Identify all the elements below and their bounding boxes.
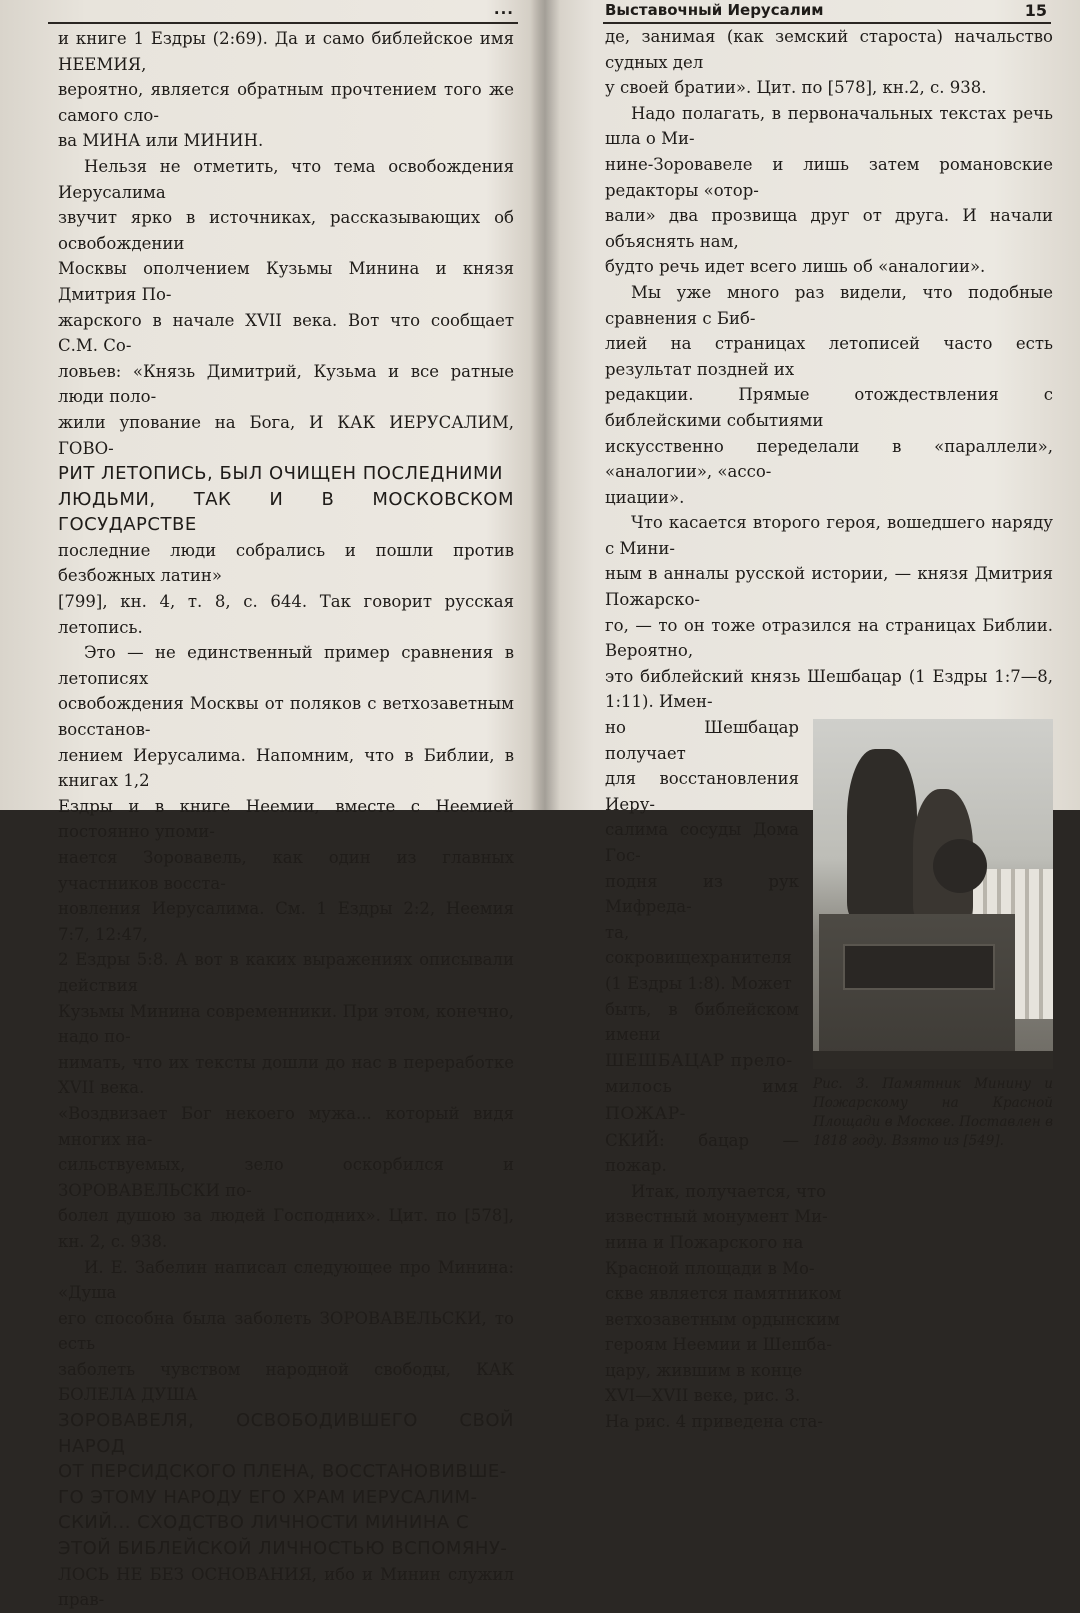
text-line: нине-Зоровавеле и лишь затем романовские редакторы «отор- [605,154,1053,200]
text-line: для восстановления Иеру- [605,769,799,814]
text-line: го, — то он тоже отразился на страницах Библии. Вероятно, [605,615,1053,661]
left-page [0,0,540,1610]
right-running-header [603,0,1051,24]
text-line: ЛОСЬ НЕ БЕЗ ОСНОВАНИЯ, ибо и Минин служил прав- [58,1564,514,1610]
header-title: Выставочный Иерусалим [605,1,824,19]
text-line: сильствуемых, зело оскорбился и ЗОРОВАВЕЛЬСКИ по- [58,1155,514,1200]
text-line: героям Неемии и Шешба- [605,1335,832,1355]
paragraph [58,640,514,1254]
text-line: ЭТОЙ БИБЛЕЙСКОЙ ЛИЧНОСТЬЮ ВСПОМЯНУ- [58,1538,508,1560]
text-line: милось имя ПОЖАР- [605,1077,799,1124]
text-line: Что касается второго героя, вошедшего наряду с Мини- [605,513,1053,558]
text-line: И. Е. Забелин написал следующее про Минина: «Душа [58,1257,514,1303]
paragraph [605,510,1053,715]
text-line: «Воздвизает Бог некоего мужа... который видя многих на- [58,1103,514,1149]
right-page-text [605,24,1053,1435]
photo-shield [933,839,987,893]
text-line: Это — не единственный пример сравнения в летописях [58,643,514,688]
left-running-header [48,0,518,24]
text-line: последние люди собрались и пошли против безбожных латин» [58,540,514,586]
text-line: новления Иерусалима. См. 1 Ездры 2:2, Неемия 7:7, 12:47, [58,899,514,944]
paragraph [58,1255,514,1613]
text-line: лией на страницах летописей часто есть результат поздней их [605,334,1053,379]
paragraph [605,24,1053,101]
text-line: жили упование на Бога, И КАК ИЕРУСАЛИМ, ГОВО- [58,412,514,458]
text-line: будто речь идет всего лишь об «аналогии». [605,257,986,277]
text-line: РИТ ЛЕТОПИСЬ, БЫЛ ОЧИЩЕН ПОСЛЕДНИМИ [58,463,503,485]
text-line: СКИЙ... СХОДСТВО ЛИЧНОСТИ МИНИНА С [58,1512,470,1534]
text-line: Москвы ополчением Кузьмы Минина и князя Дмитрия По- [58,259,514,304]
text-line: Мы уже много раз видели, что подобные сравнения с Биб- [605,282,1053,328]
figure-caption: Рис. 3. Памятник Минину и Пожарскому на Красной Площади в Москве. Поставлен в 1818 году. Взято из [549]. [813,1076,1053,1150]
text-line: де, занимая (как земский староста) начальство судных дел [605,27,1053,72]
paragraph [605,101,1053,280]
text-line: Красной площади в Мо- [605,1258,815,1278]
text-line: салима сосуды Дома Гос- [605,820,799,865]
text-line: жарского в начале XVII века. Вот что сообщает С.М. Со- [58,310,514,356]
text-line: нина и Пожарского на [605,1232,804,1252]
text-line: ловьев: «Князь Димитрий, Кузьма и все ратные люди поло- [58,361,514,407]
text-line: и книге 1 Ездры (2:69). Да и само библейское имя НЕЕМИЯ, [58,29,514,74]
text-line: Надо полагать, в первоначальных текстах речь шла о Ми- [605,103,1053,149]
text-line: ветхозаветным ордынским [605,1309,840,1329]
text-line: СКИЙ: бацар — пожар. [605,1130,799,1176]
text-line: Кузьмы Минина современники. При этом, конечно, надо по- [58,1001,514,1047]
text-line: ЛЮДЬМИ, ТАК И В МОСКОВСКОМ ГОСУДАРСТВЕ [58,488,514,536]
text-line: На рис. 4 приведена ста- [605,1412,823,1432]
text-line: лением Иерусалима. Напомним, что в Библии, в книгах 1,2 [58,745,514,791]
text-line: нимать, что их тексты дошли до нас в переработке XVII века. [58,1052,514,1098]
text-line: скве является памятником [605,1284,842,1304]
text-line: но Шешбацар получает [605,718,799,763]
text-line: 2 Ездры 5:8. А вот в каких выражениях описывали действия [58,950,514,995]
figure-wrap [605,715,1053,1435]
left-header-text: ... [493,0,514,18]
text-line: известный монумент Ми- [605,1207,828,1227]
text-line: подня из рук Мифреда- [605,871,799,917]
text-line: ШЕШБАЦАР прело- [605,1050,793,1071]
text-line: ва МИНА или МИНИН. [58,131,264,151]
paragraph [605,1179,1053,1435]
page-number: 15 [1024,1,1047,20]
text-line: ОТ ПЕРСИДСКОГО ПЛЕНА, ВОССТАНОВИВШЕ- [58,1461,507,1483]
text-line: Ездры и в книге Неемии, вместе с Неемией постоянно упоми- [58,796,514,842]
paragraph [58,154,514,640]
monument-photo [813,719,1053,1069]
text-line: Нельзя не отметить, что тема освобождения Иерусалима [58,156,514,202]
text-line: та, сокровищехранителя [605,922,792,968]
text-line: циации». [605,487,685,507]
text-line: его способна была заболеть ЗОРОВАВЕЛЬСКИ, то есть [58,1308,514,1354]
text-line: искусственно переделали в «параллели», «аналогии», «ассо- [605,436,1053,482]
text-line: звучит ярко в источниках, рассказывающих об освобождении [58,208,514,253]
paragraph [605,280,1053,510]
text-line: вали» два прозвища друг от друга. И начали объяснять нам, [605,206,1053,251]
text-line: (1 Ездры 1:8). Может [605,973,792,993]
text-line: заболеть чувством народной свободы, КАК БОЛЕЛА ДУША [58,1359,514,1405]
text-line: это библейский князь Шешбацар (1 Ездры 1:7—8, 1:11). Имен- [605,666,1053,712]
text-line: ЗОРОВАВЕЛЯ, ОСВОБОДИВШЕГО СВОЙ НАРОД [58,1410,514,1457]
left-page-text [58,26,514,1613]
text-line: цару, жившим в конце [605,1360,803,1380]
text-line: нается Зоровавель, как один из главных участников восста- [58,848,514,893]
photo-statue-minin [847,749,917,919]
photo-ground [813,1051,1053,1069]
photo-relief [843,944,995,990]
text-line: освобождения Москвы от поляков с ветхозаветным восстанов- [58,694,514,740]
text-line: ным в анналы русской истории, — князя Дмитрия Пожарско- [605,564,1053,610]
text-line: Итак, получается, что [631,1181,827,1201]
figure-3 [813,719,1053,1151]
right-page [545,0,1080,1432]
text-line: ГО ЭТОМУ НАРОДУ ЕГО ХРАМ ИЕРУСАЛИМ- [58,1486,478,1508]
paragraph [58,26,514,154]
text-line: XVI—XVII веке, рис. 3. [605,1386,801,1406]
text-line: болел душою за людей Господних». Цит. по [578], кн. 2, с. 938. [58,1206,514,1251]
text-line: [799], кн. 4, т. 8, с. 644. Так говорит русская летопись. [58,592,514,637]
text-line: у своей братии». Цит. по [578], кн.2, с. 938. [605,78,987,98]
text-line: редакции. Прямые отождествления с библейскими событиями [605,385,1053,430]
text-line: вероятно, является обратным прочтением того же самого сло- [58,80,514,125]
text-line: быть, в библейском имени [605,999,799,1045]
